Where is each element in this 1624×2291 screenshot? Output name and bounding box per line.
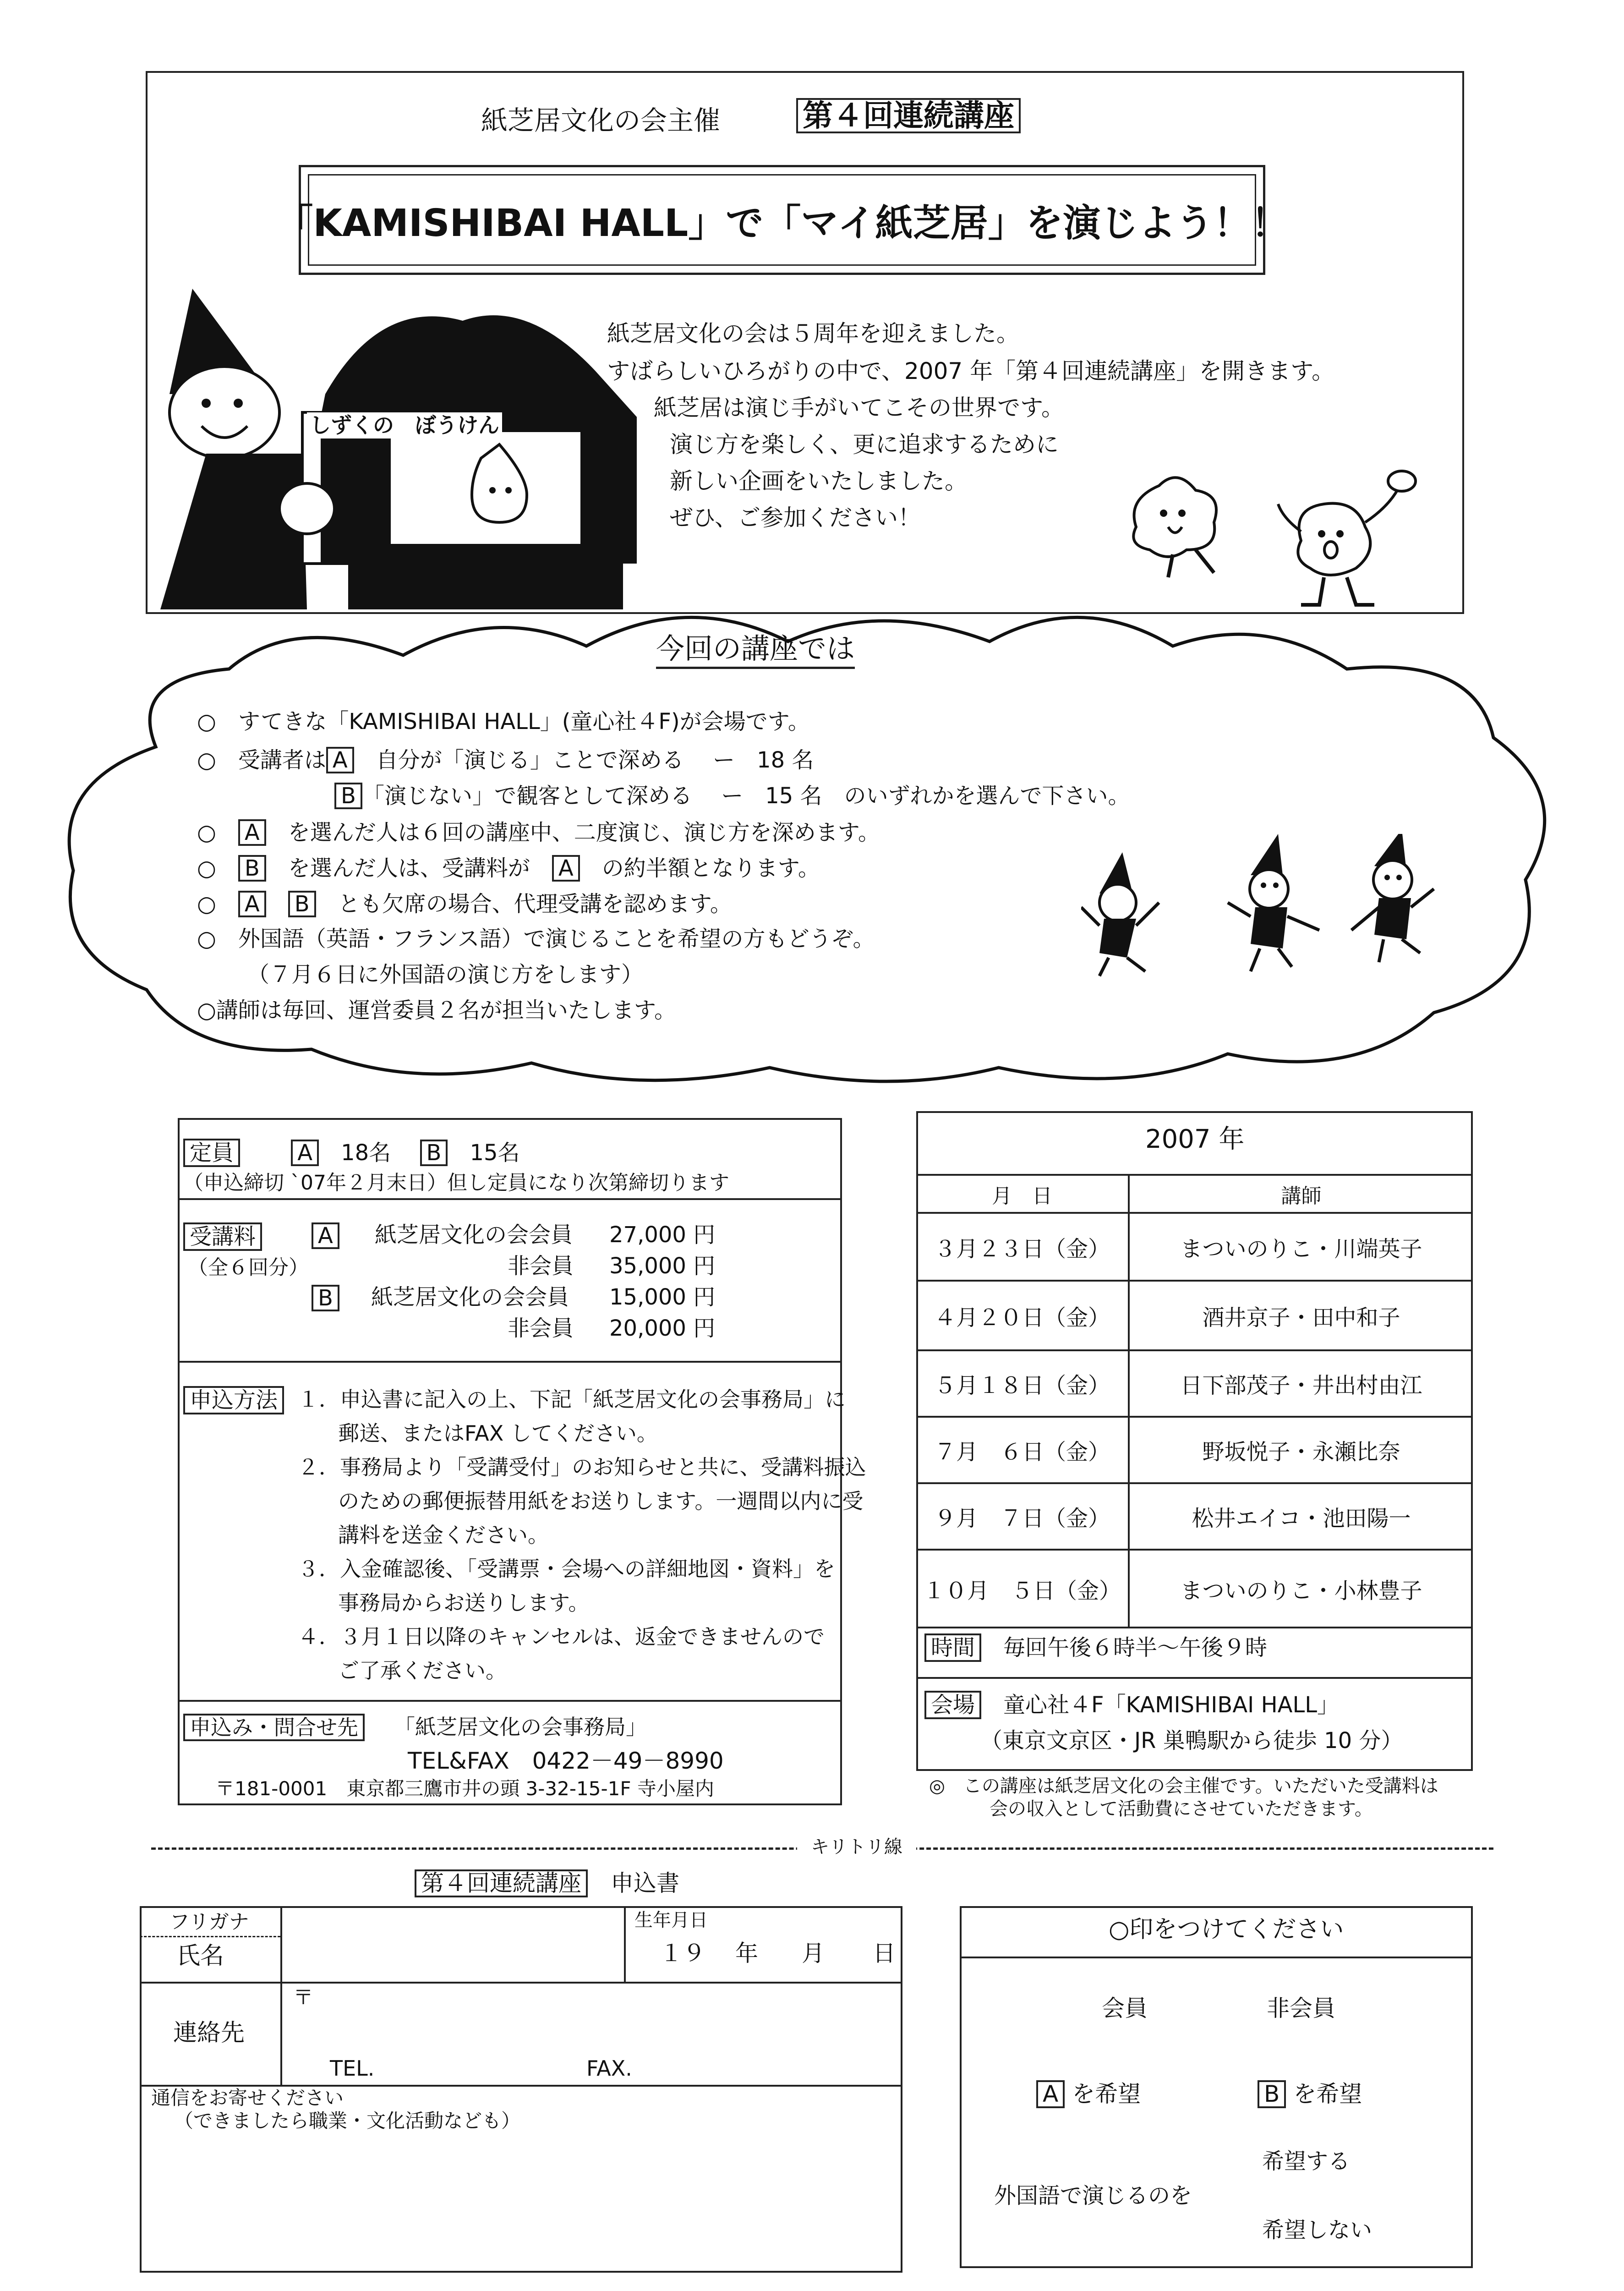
birth-day-label: 日 [873,1940,896,1967]
contact-label: 申込み・問合せ先 [183,1714,365,1741]
intro-line-6: ぜひ、ご参加ください！ [670,504,921,531]
stage-roof-icon [321,315,637,417]
series-badge: 第４回連続講座 [796,98,1021,133]
birth-label: 生年月日 [634,1910,708,1931]
message-note: （できましたら職業・文化活動なども） [174,2110,521,2132]
cloud-item-2b: B 「演じない」で観客として深める ー 15 名 のいずれかを選んで下さい。 [334,783,1130,809]
gnomes-illustration [1081,834,1493,981]
options-title: ○印をつけてください [1109,1916,1344,1943]
fee-group-b: B [312,1285,339,1311]
method-step: 郵送、またはFAX してください。 [338,1421,658,1446]
fee-type: 紙芝居文化の会会員 [375,1222,573,1248]
kamishibai-illustration [151,280,655,609]
intro-line-1: 紙芝居文化の会は５周年を迎えました。 [607,320,1019,347]
wizard-body-icon [160,454,307,609]
col-header-lecturer: 講師 [1281,1184,1322,1208]
tel-input[interactable] [376,2050,568,2083]
contact-field-label: 連絡先 [173,2019,245,2047]
method-label: 申込方法 [183,1386,284,1414]
fee-price: 27,000 円 [609,1222,716,1248]
venue-note: （東京文京区・JR 巣鴨駅から徒歩 10 分） [980,1728,1403,1754]
birth-era: １９ [660,1940,705,1967]
intro-line-4: 演じ方を楽しく、更に追求するために [670,431,1059,458]
form-title-text: 申込書 [611,1870,679,1896]
time-label: 時間 [924,1633,981,1662]
furigana-label: フリガナ [170,1910,249,1934]
intro-line-5: 新しい企画をいたしました。 [670,468,968,494]
form-series: 第４回連続講座 [415,1869,588,1897]
capacity-row: 定員 A 18名 B 15名 [183,1139,520,1167]
fee-type: 非会員 [508,1253,574,1279]
fee-type: 紙芝居文化の会会員 [371,1284,569,1310]
option-member[interactable]: 会員 [1102,1995,1148,2022]
venue-label: 会場 [924,1691,981,1719]
cloud-item-7: ○講師は毎回、運営委員２名が担当いたします。 [197,998,677,1023]
cloud-item-4: ○ B を選んだ人は、受講料が A の約半額となります。 [197,855,820,881]
venue-row [924,1691,1339,1719]
schedule-date: ３月２３日（金） [934,1236,1110,1262]
fee-group-a: A [312,1222,339,1249]
message-textarea[interactable] [142,2135,901,2271]
time-row [924,1633,1267,1662]
box-a: A [552,855,580,882]
fee-label: 受講料 [183,1222,262,1251]
title-frame-inner [275,174,1289,266]
schedule-lecturer: 酒井京子・田中和子 [1202,1304,1400,1331]
birth-date-input[interactable] [626,1908,901,1982]
message-label: 通信をお寄せください [151,2087,344,2109]
box-b: B [288,891,316,917]
option-a[interactable]: A を希望 [1036,2080,1141,2108]
birth-month-label: 月 [802,1940,825,1967]
schedule-date: ９月 ７日（金） [934,1506,1110,1531]
wizard-face-icon [170,367,279,458]
capacity-label: 定員 [183,1139,240,1167]
cloud-item-6-note: （７月６日に外国語の演じ方をします） [247,962,644,987]
method-step: ご了承ください。 [338,1658,507,1683]
option-wish[interactable]: 希望する [1262,2148,1351,2174]
fee-type: 非会員 [508,1315,574,1341]
schedule-lecturer: まついのりこ・川端英子 [1180,1236,1422,1262]
birth-year-label: 年 [735,1940,758,1967]
schedule-footnote: 会の収入として活動費にさせていただきます。 [990,1798,1373,1820]
time-value: 毎回午後６時半～午後９時 [1003,1635,1268,1661]
info-divider [178,1361,842,1363]
cloud-item-3: ○ A を選んだ人は６回の講座中、二度演じ、演じ方を深めます。 [197,820,880,845]
box-a: A [326,747,354,773]
contact-tel: TEL&FAX 0422－49－8990 [408,1748,724,1774]
schedule-date: ５月１８日（金） [934,1373,1110,1398]
schedule-lecturer: まついのりこ・小林豊子 [1180,1578,1422,1604]
cloud-item-2: ○ 受講者は A 自分が「演じる」ことで深める ー 18 名 [197,747,814,773]
schedule-year: 2007 年 [1145,1124,1245,1154]
fee-sub: （全６回分） [188,1256,309,1279]
method-step: 講料を送金ください。 [338,1523,549,1547]
box-b: B [238,855,266,882]
box-b: B [334,783,362,809]
fax-label: FAX. [586,2056,632,2081]
box-a: A [238,819,266,846]
info-divider [178,1700,842,1702]
schedule-footnote: ◎ この講座は紙芝居文化の会主催です。いただいた受講料は [929,1776,1438,1797]
method-step: ４．３月１日以降のキャンセルは、返金できませんので [298,1624,825,1649]
schedule-lecturer: 野坂悦子・永瀬比奈 [1202,1439,1400,1465]
intro-line-3: 紙芝居は演じ手がいてこその世界です。 [654,395,1064,421]
capacity-note: （申込締切 `07年２月末日）但し定員になり次第締切ります [183,1171,729,1195]
col-header-date: 月 日 [992,1184,1052,1208]
cloud-item-1: ○ すてきな「KAMISHIBAI HALL」(童心社４F)が会場です。 [197,709,810,734]
cloud-title: 今回の講座では [656,632,855,669]
method-step: ２．事務局より「受講受付」のお知らせと共に、受講料振込 [298,1455,866,1480]
box-a: A [1036,2080,1065,2108]
organizer-text: 紙芝居文化の会主催 [481,105,721,136]
stage-sign: しずくの ぼうけん [307,412,502,438]
fee-price: 20,000 円 [609,1315,716,1341]
schedule-date: １０月 ５日（金） [923,1578,1121,1604]
box-a: A [238,891,266,917]
name-label: 氏名 [176,1942,224,1970]
intro-line-2: すばらしいひろがりの中で、2007 年「第４回連続講座」を開きます。 [607,358,1335,384]
furigana-divider [140,1936,280,1937]
address-input[interactable] [282,1984,901,2048]
method-step: ３．入金確認後、「受講票・会場への詳細地図・資料」を [298,1557,835,1581]
schedule-date: ７月 ６日（金） [934,1439,1110,1465]
table-line [916,1677,1473,1679]
schedule-date: ４月２０日（金） [934,1304,1110,1331]
contact-office: 「紙芝居文化の会事務局」 [394,1715,647,1739]
postal-mark: 〒 [293,1986,313,2009]
method-step: のための郵便振替用紙をお送りします。一週間以内に受 [338,1489,864,1513]
method-step: １．申込書に記入の上、下記「紙芝居文化の会事務局」に [298,1387,846,1412]
fee-price: 35,000 円 [609,1253,716,1279]
table-line [916,1627,1473,1628]
method-step: 事務局からお送りします。 [338,1590,590,1615]
info-divider [178,1198,842,1200]
venue-value: 童心社４F「KAMISHIBAI HALL」 [1003,1692,1339,1718]
schedule-lecturer: 日下部茂子・井出村由江 [1180,1373,1422,1398]
foreign-label: 外国語で演じるのを [994,2183,1192,2209]
option-nonmember[interactable]: 非会員 [1267,1995,1335,2022]
options-line [960,1957,1473,1958]
option-no-wish[interactable]: 希望しない [1262,2217,1372,2243]
cloud-item-6: ○ 外国語（英語・フランス語）で演じることを希望の方もどうぞ。 [197,926,875,952]
name-input[interactable] [282,1908,624,1982]
fax-input[interactable] [637,2050,893,2083]
fee-price: 15,000 円 [609,1284,716,1310]
tel-label: TEL. [330,2056,375,2081]
cut-line-label: キリトリ線 [797,1836,916,1858]
schedule-lecturer: 松井エイコ・池田陽一 [1192,1506,1411,1531]
box-b: B [1258,2080,1286,2108]
option-b[interactable]: B を希望 [1258,2080,1362,2108]
main-title: 「KAMISHIBAI HALL」で「マイ紙芝居」を演じよう！！ [275,201,1289,245]
cloud-item-5: ○ A B とも欠席の場合、代理受講を認めます。 [197,891,732,917]
contact-address: 〒181-0001 東京都三鷹市井の頭 3-32-15-1F 寺小屋内 [215,1777,714,1800]
form-title [415,1869,679,1897]
